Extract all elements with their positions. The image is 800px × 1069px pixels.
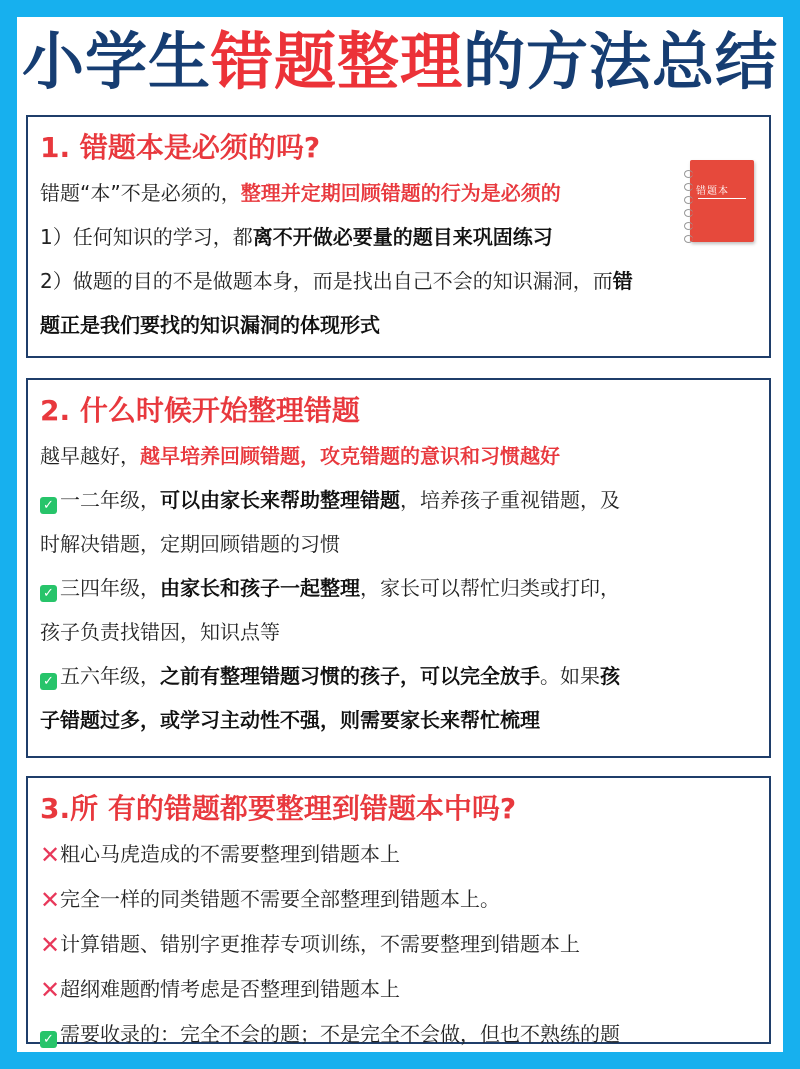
text-segment: 需要收录的：完全不会的题；不是完全不会做，但也不熟练的题 [60, 1022, 620, 1046]
check-icon: ✓ [40, 585, 57, 602]
text-segment: 离不开做必要量的题目来巩固练习 [252, 225, 553, 249]
check-icon: ✓ [40, 497, 57, 514]
text-line [40, 478, 757, 522]
cross-icon: ✕ [40, 976, 61, 1004]
text-segment: 越早越好， [40, 444, 140, 468]
text-segment: 之前有整理错题习惯的孩子，可以完全放手 [160, 664, 540, 688]
text-segment: 孩 [600, 664, 620, 688]
text-line [40, 566, 757, 610]
section-1 [26, 115, 771, 358]
text-segment: 错题“本”不是必须的， [40, 181, 241, 205]
text-line [40, 610, 757, 654]
text-segment: 完全一样的同类错题不需要全部整理到错题本上。 [60, 887, 500, 911]
text-segment: 子错题过多，或学习主动性不强，则需要家长来帮忙梳理 [40, 708, 540, 732]
text-segment: 1）任何知识的学习，都 [40, 225, 253, 249]
text-line [40, 832, 757, 877]
section-heading: 1. 错题本是必须的吗? [40, 131, 321, 164]
notebook-icon [690, 160, 754, 242]
section-2 [26, 378, 771, 758]
text-segment: 。如果 [540, 664, 600, 688]
text-segment: 2）做题的目的不是做题本身，而是找出自己不会的知识漏洞，而 [40, 269, 613, 293]
text-segment: 越早培养回顾错题，攻克错题的意识和习惯越好 [140, 444, 560, 468]
page-title [0, 22, 800, 102]
text-segment: 超纲难题酌情考虑是否整理到错题本上 [60, 977, 400, 1001]
title-part-1: 小学生 [21, 25, 211, 98]
cross-icon: ✕ [40, 841, 61, 869]
text-segment: 粗心马虎造成的不需要整理到错题本上 [60, 842, 400, 866]
check-icon: ✓ [40, 673, 57, 690]
text-segment: 计算错题、错别字更推荐专项训练，不需要整理到错题本上 [60, 932, 580, 956]
notebook-label: 错题本 [696, 186, 729, 197]
text-segment: 孩子负责找错因，知识点等 [40, 620, 280, 644]
check-icon: ✓ [40, 1031, 57, 1048]
text-line [40, 171, 757, 215]
title-highlight: 错题整理 [210, 25, 463, 98]
text-line [40, 215, 757, 259]
text-line [40, 303, 757, 347]
text-line [40, 259, 757, 303]
text-segment: ，家长可以帮忙归类或打印， [360, 576, 620, 600]
text-segment: 整理并定期回顾错题的行为是必须的 [240, 181, 561, 205]
text-line [40, 434, 757, 478]
title-part-3: 的方法总结 [463, 25, 779, 98]
text-line [40, 698, 757, 742]
cross-icon: ✕ [40, 886, 61, 914]
text-segment: 由家长和孩子一起整理 [160, 576, 360, 600]
text-segment: 一二年级， [60, 488, 160, 512]
text-segment: ，培养孩子重视错题，及 [400, 488, 620, 512]
section-heading: 2. 什么时候开始整理错题 [40, 394, 360, 427]
text-line [40, 967, 757, 1012]
section-3 [26, 776, 771, 1047]
section-heading: 3.所 有的错题都要整理到错题本中吗? [40, 792, 517, 825]
text-segment: 五六年级， [60, 664, 160, 688]
text-segment: 错 [612, 269, 633, 293]
text-segment: 三四年级， [60, 576, 160, 600]
text-line [40, 922, 757, 967]
text-segment: 时解决错题，定期回顾错题的习惯 [40, 532, 340, 556]
text-line [40, 877, 757, 922]
text-line [40, 654, 757, 698]
cross-icon: ✕ [40, 931, 61, 959]
text-line [40, 522, 757, 566]
text-segment: 可以由家长来帮助整理错题 [160, 488, 400, 512]
text-line [40, 1012, 757, 1056]
text-segment: 题正是我们要找的知识漏洞的体现形式 [40, 313, 380, 337]
